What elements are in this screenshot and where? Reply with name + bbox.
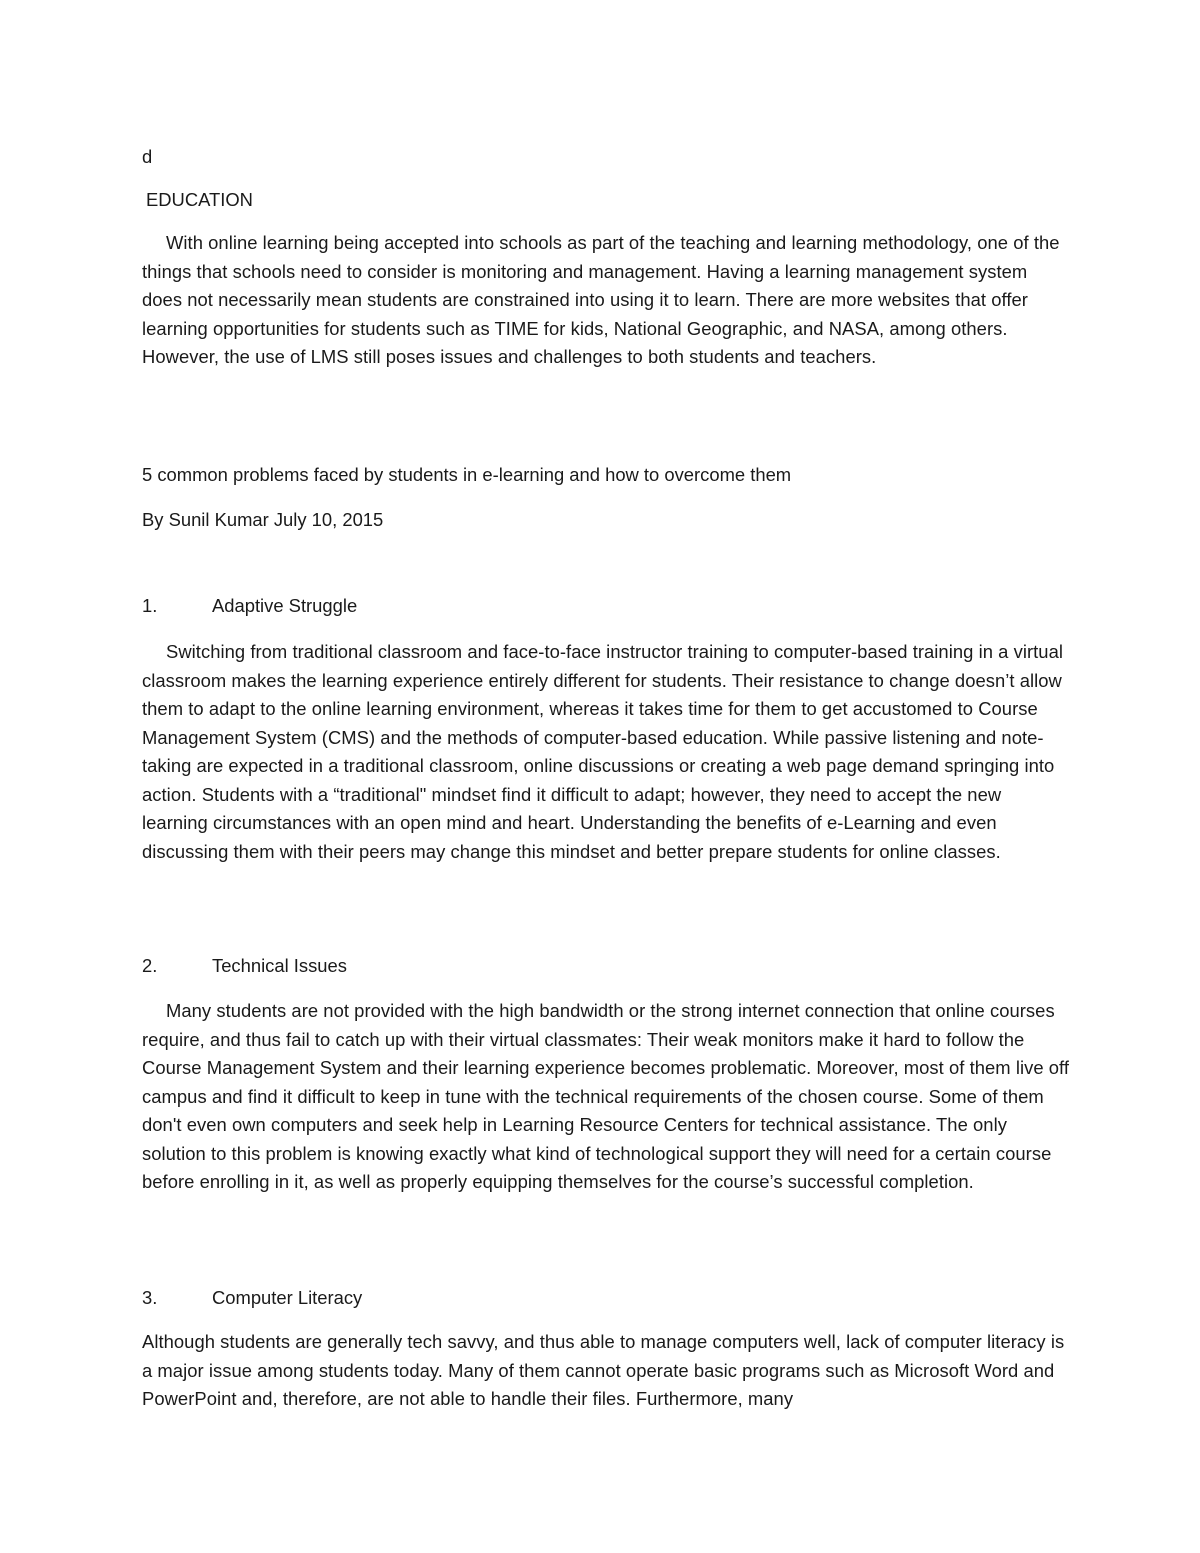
- article-title: 5 common problems faced by students in e-learning and how to overcome them: [142, 464, 792, 485]
- item-number: 1.: [142, 595, 158, 616]
- intro-paragraph: With online learning being accepted into schools as part of the teaching and learning methodology, one of the things that schools need to consider is monitoring and management. Having a learning management system does not necessarily mean students are constrained into using it to learn. There are more websites that offer learning opportunities for students such as TIME for kids, National Geographic, and NASA, among others. However, the use of LMS still poses issues and challenges to both students and teachers.: [142, 232, 1060, 367]
- item-heading: Technical Issues: [212, 955, 347, 976]
- section-title: EDUCATION: [146, 189, 253, 210]
- item-number: 2.: [142, 955, 158, 976]
- item-body: Switching from traditional classroom and face-to-face instructor training to computer-based training in a virtual classroom makes the learning experience entirely different for students. Their resistance to change doesn’t allow them to adapt to the online learning environment, whereas it takes time for them to get accustomed to Course Management System (CMS) and the methods of computer-based education. While passive listening and note-taking are expected in a traditional classroom, online discussions or creating a web page demand springing into action. Students with a “traditional" mindset find it difficult to adapt; however, they need to accept the new learning circumstances with an open mind and heart. Understanding the benefits of e-Learning and even discussing them with their peers may change this mindset and better prepare students for online classes.: [142, 641, 1063, 862]
- item-number: 3.: [142, 1287, 158, 1308]
- item-body: Many students are not provided with the high bandwidth or the strong internet connection that online courses require, and thus fail to catch up with their virtual classmates: Their weak monitors make it hard to follow the Course Management System and their learning experience becomes problematic. Moreover, most of them live off campus and find it difficult to keep in tune with the technical requirements of the chosen course. Some of them don't even own computers and seek help in Learning Resource Centers for technical assistance. The only solution to this problem is knowing exactly what kind of technological support they will need for a certain course before enrolling in it, as well as properly equipping themselves for the course’s successful completion.: [142, 1000, 1070, 1192]
- byline: By Sunil Kumar July 10, 2015: [142, 509, 384, 530]
- stray-mark: d: [142, 146, 153, 167]
- item-heading: Computer Literacy: [212, 1287, 363, 1308]
- item-heading: Adaptive Struggle: [212, 595, 358, 616]
- item-body: Although students are generally tech savvy, and thus able to manage computers well, lack of computer literacy is a major issue among students today. Many of them cannot operate basic programs such as Microsoft Word and PowerPoint and, therefore, are not able to handle their files. Furthermore, many: [142, 1331, 1065, 1409]
